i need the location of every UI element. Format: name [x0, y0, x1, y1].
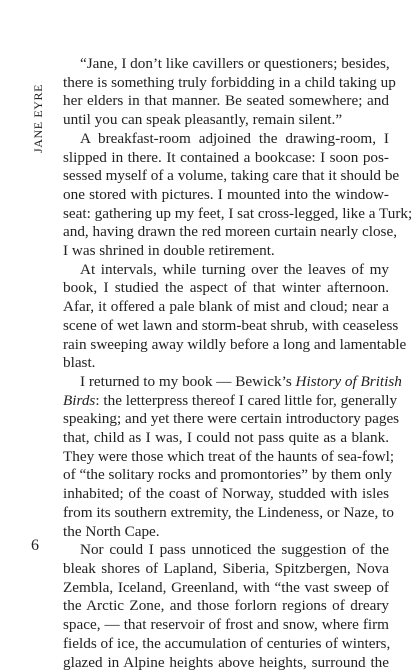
book-title-italic: History of British: [296, 373, 402, 390]
text-line: At intervals, while turning over the leaves of my: [63, 261, 389, 280]
text-line: fields of ice, the accumulation of centuries of winters,: [63, 635, 389, 654]
text-line: I returned to my book — Bewick’s History of British: [63, 373, 389, 392]
running-head: [31, 57, 45, 153]
text-line: rain sweeping away wildly before a long and lamentable: [63, 336, 389, 355]
text-line: A breakfast-room adjoined the drawing-room, I: [63, 130, 389, 149]
text-line: one stored with pictures. I mounted into the window-: [63, 186, 389, 205]
text-line: the Arctic Zone, and those forlorn regions of dreary: [63, 597, 389, 616]
text-line: They were those which treat of the haunts of sea-fowl;: [63, 448, 389, 467]
paragraph-2: [63, 130, 389, 261]
text-line: book, I studied the aspect of that winter afternoon.: [63, 279, 389, 298]
text-line: “Jane, I don’t like cavillers or questioners; besides,: [63, 55, 389, 74]
paragraph-3: [63, 261, 389, 373]
text-line: blast.: [63, 354, 389, 373]
page-number: 6: [31, 537, 39, 555]
text-line: Afar, it offered a pale blank of mist and cloud; near a: [63, 298, 389, 317]
text-line: and, having drawn the red moreen curtain nearly close,: [63, 223, 389, 242]
text-line: inhabited; of the coast of Norway, studded with isles: [63, 485, 389, 504]
running-head-text: JANE EYRE: [31, 84, 45, 153]
text-line: Zembla, Iceland, Greenland, with “the vast sweep of: [63, 579, 389, 598]
text-line: her elders in that manner. Be seated somewhere; and: [63, 92, 389, 111]
text-line: space, — that reservoir of frost and snow, where firm: [63, 616, 389, 635]
text-line: scene of wet lawn and storm-beat shrub, with ceaseless: [63, 317, 389, 336]
text-line: speaking; and yet there were certain introductory pages: [63, 410, 389, 429]
text-line: slipped in there. It contained a bookcase: I soon pos-: [63, 149, 389, 168]
text-line: Birds: the letterpress thereof I cared little for, generally: [63, 392, 389, 411]
paragraph-1: [63, 55, 389, 130]
text-line: sessed myself of a volume, taking care that it should be: [63, 167, 389, 186]
text-line: the North Cape.: [63, 523, 389, 542]
text-line: of “the solitary rocks and promontories” by them only: [63, 466, 389, 485]
paragraph-5: [63, 541, 389, 672]
paragraph-4: [63, 373, 389, 541]
text-line: glazed in Alpine heights above heights, surround the: [63, 654, 389, 672]
book-title-italic: Birds: [63, 392, 95, 409]
text-line: seat: gathering up my feet, I sat cross-legged, like a Turk;: [63, 205, 389, 224]
text-line: until you can speak pleasantly, remain silent.”: [63, 111, 389, 130]
text-line: there is something truly forbidding in a child taking up: [63, 74, 389, 93]
text-line: that, child as I was, I could not pass quite as a blank.: [63, 429, 389, 448]
text-line: bleak shores of Lapland, Siberia, Spitzbergen, Nova: [63, 560, 389, 579]
body-text: [63, 55, 389, 672]
text-line: I was shrined in double retirement.: [63, 242, 389, 261]
text-line: Nor could I pass unnoticed the suggestion of the: [63, 541, 389, 560]
text-line: from its southern extremity, the Lindeness, or Naze, to: [63, 504, 389, 523]
